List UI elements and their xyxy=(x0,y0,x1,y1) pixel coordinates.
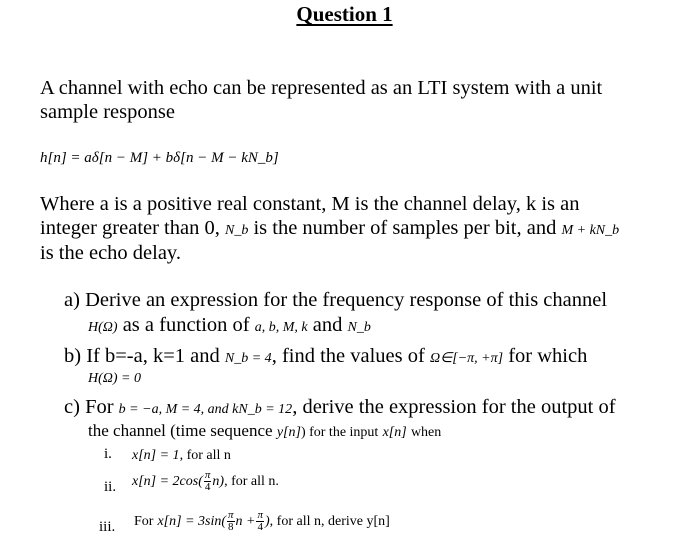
part-c-text-2: , derive the expression for the output of xyxy=(292,396,616,418)
part-c-line-2 xyxy=(88,421,441,441)
sub-i-label: i. xyxy=(104,446,112,462)
description-line-2 xyxy=(40,216,619,243)
sub-iii-lead: For xyxy=(134,514,154,530)
description-line-2-pre: integer greater than 0, xyxy=(40,217,220,239)
part-a-nb: N_b xyxy=(347,320,371,335)
sub-i-expression xyxy=(132,446,231,464)
sub-ii-expr-post: n) xyxy=(212,474,225,490)
sub-iii-frac1-num: π xyxy=(228,509,234,521)
description-line-3: is the echo delay. xyxy=(40,242,181,264)
sub-iii-frac2-den: 4 xyxy=(257,521,263,533)
sub-iii-frac2-num: π xyxy=(257,509,263,521)
part-b-equation: H(Ω) = 0 xyxy=(88,371,142,386)
nb-symbol: N_b xyxy=(224,223,249,238)
sub-ii-expression xyxy=(132,470,279,493)
part-b-line-1 xyxy=(64,344,587,371)
omega-range: Ω∈[−π, +π] xyxy=(429,351,504,366)
sub-ii-label: ii. xyxy=(104,479,117,495)
sub-ii-tail: , for all n. xyxy=(224,474,279,490)
unit-sample-response-equation: h[n] = aδ[n − M] + bδ[n − M − kN_b] xyxy=(40,150,279,166)
part-a-and: and xyxy=(312,314,343,336)
sub-iii-label: iii. xyxy=(99,519,116,535)
part-a-line-2 xyxy=(88,313,371,340)
part-c-line-2-mid: ) for the input xyxy=(300,425,379,440)
part-c-condition: b = −a, M = 4, and kN_b = 12 xyxy=(118,402,293,417)
intro-line-1: A channel with echo can be represented as an LTI system with a unit xyxy=(40,77,603,99)
part-c-line-1 xyxy=(64,395,616,422)
sub-ii-fraction xyxy=(204,470,212,493)
part-b-label: b) xyxy=(64,345,82,367)
sub-iii-tail: , for all n, derive y[n] xyxy=(269,514,390,530)
part-b-text-2: , find the values of xyxy=(271,345,425,367)
sub-ii-frac-den: 4 xyxy=(204,481,211,493)
sub-iii-expr-post: ) xyxy=(265,514,270,530)
sub-ii-expr-pre: x[n] = 2cos( xyxy=(132,474,203,490)
part-a-vars: a, b, M, k xyxy=(254,320,308,335)
page-title xyxy=(0,2,689,27)
part-c-line-2-post: when xyxy=(410,425,442,440)
title-text: Question 1 xyxy=(296,2,393,26)
sub-i-tail: , for all n xyxy=(179,448,231,463)
sub-iii-expr-mid: n + xyxy=(235,514,256,530)
frequency-response-symbol: H(Ω) xyxy=(88,320,118,335)
part-b-text-3: for which xyxy=(508,345,588,367)
part-c-label: c) xyxy=(64,396,80,418)
output-symbol: y[n] xyxy=(276,425,301,440)
part-b-condition: N_b = 4 xyxy=(224,351,272,366)
part-a-label: a) xyxy=(64,289,80,311)
sub-iii-expr-pre: x[n] = 3sin( xyxy=(157,514,227,530)
echo-delay-expr: M + kN_b xyxy=(561,223,620,238)
input-symbol: x[n] xyxy=(382,425,407,440)
sub-iii-fraction-2 xyxy=(256,510,264,533)
part-c-line-2-pre: the channel (time sequence xyxy=(88,421,273,440)
part-a-text-2: as a function of xyxy=(122,314,250,336)
intro-line-2: sample response xyxy=(40,101,175,123)
sub-ii-frac-num: π xyxy=(204,469,211,481)
part-b-text-1: If b=-a, k=1 and xyxy=(86,345,220,367)
description-line-2-mid: is the number of samples per bit, and xyxy=(253,217,557,239)
part-c-text-1: For xyxy=(85,396,114,418)
description-line-1: Where a is a positive real constant, M is the channel delay, k is an xyxy=(40,193,580,215)
sub-iii-fraction-1 xyxy=(227,510,235,533)
sub-iii-expression xyxy=(134,510,390,533)
sub-iii-frac1-den: 8 xyxy=(228,521,234,533)
sub-i-expr: x[n] = 1 xyxy=(132,448,180,463)
part-a-line-1 xyxy=(64,288,607,312)
part-a-text-1: Derive an expression for the frequency response of this channel xyxy=(85,289,608,311)
